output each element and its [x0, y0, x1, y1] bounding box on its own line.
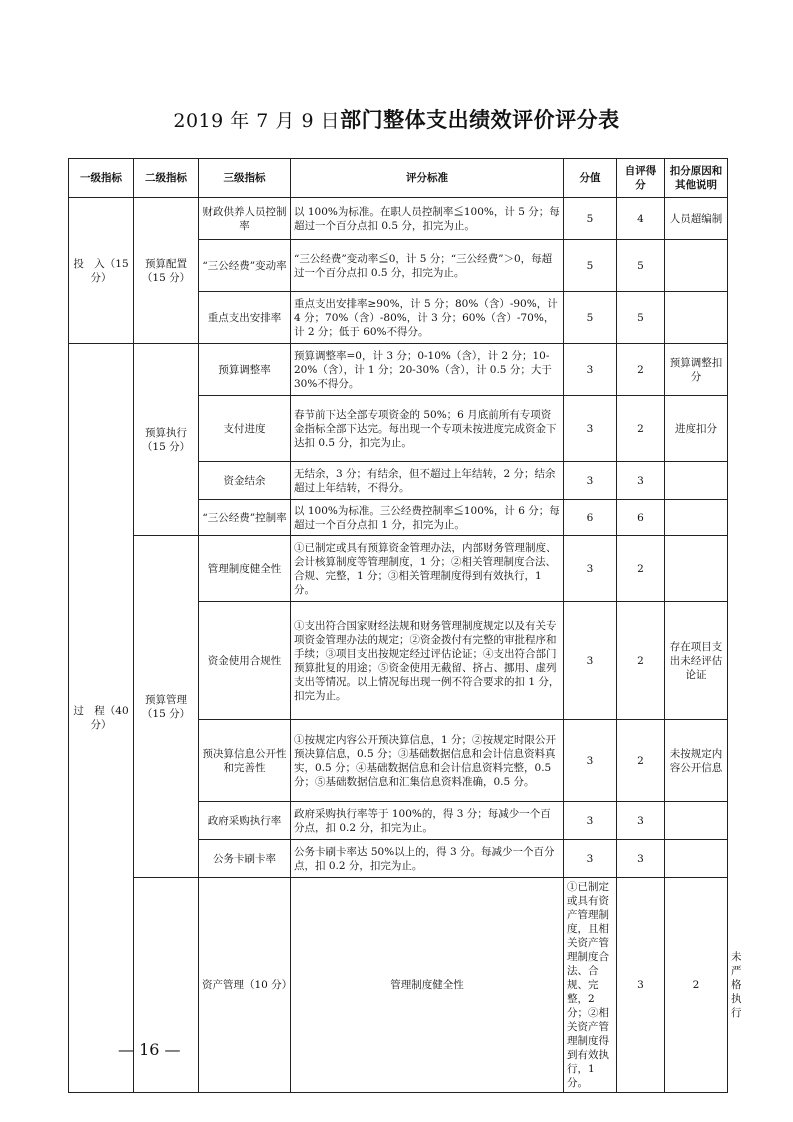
- indicator-cell: 预决算信息公开性和完善性: [199, 720, 291, 802]
- reason-cell: [665, 802, 728, 840]
- indicator-cell: “三公经费”变动率: [199, 240, 291, 292]
- reason-cell: [665, 500, 728, 536]
- reason-cell: [665, 536, 728, 602]
- reason-cell: [665, 840, 728, 878]
- criteria-cell: “三公经费”变动率≦0，计 5 分；“三公经费”＞0，每超过一个百分点扣 0.5 分，扣完为止。: [291, 240, 564, 292]
- table-row: [69, 536, 728, 602]
- score-cell: 3: [564, 720, 617, 802]
- score-cell: 5: [564, 292, 617, 344]
- self-score-cell: 5: [617, 240, 665, 292]
- table-row: 资产管理（10 分） 管理制度健全性 ①已制定或具有资产管理制度，且相关资产管理制度合法、合规、完整，2 分；②相关资产管理制度得到有效执行，1 分。 3 2 未严格执行: [69, 878, 728, 1093]
- header-level1: 一级指标: [69, 159, 134, 198]
- indicator-cell: 资金使用合规性: [199, 602, 291, 720]
- level2-asset-mgmt: 资产管理（10 分）: [199, 878, 291, 1093]
- criteria-cell: 春节前下达全部专项资金的 50%；6 月底前所有专项资金指标全部下达完。每出现一个专项未按进度完成资金下达扣 0.5 分，扣完为止。: [291, 396, 564, 462]
- indicator-cell: “三公经费”控制率: [199, 500, 291, 536]
- indicator-cell: 资金结余: [199, 462, 291, 500]
- reason-cell: 预算调整扣分: [665, 344, 728, 396]
- table-row: [69, 198, 728, 240]
- indicator-cell: 预算调整率: [199, 344, 291, 396]
- indicator-cell: 政府采购执行率: [199, 802, 291, 840]
- criteria-cell: 重点支出安排率≥90%，计 5 分；80%（含）-90%，计 4 分；70%（含）-80%，计 3 分；60%（含）-70%，计 2 分；低于 60%不得分。: [291, 292, 564, 344]
- level1-process-cont: [134, 878, 199, 1093]
- self-score-cell: 3: [617, 802, 665, 840]
- score-cell: 3: [564, 536, 617, 602]
- indicator-cell: 公务卡刷卡率: [199, 840, 291, 878]
- reason-cell: [665, 462, 728, 500]
- score-cell: 6: [564, 500, 617, 536]
- criteria-cell: ①按规定内容公开预决算信息，1 分；②按规定时限公开预决算信息，0.5 分；③基础数据信息和会计信息资料真实，0.5 分；④基础数据信息和会计信息资料完整，0.5 分；⑤基础数据信息和汇集信息资料准确，0.5 分。: [291, 720, 564, 802]
- header-self-score: 自评得分: [617, 159, 665, 198]
- header-reason: 扣分原因和其他说明: [665, 159, 728, 198]
- self-score-cell: 2: [617, 602, 665, 720]
- score-cell: 5: [564, 240, 617, 292]
- header-level2: 二级指标: [134, 159, 199, 198]
- header-row: [69, 159, 728, 198]
- level1-process: 过 程（40 分）: [69, 344, 134, 1093]
- page-number: — 16 —: [118, 1040, 181, 1059]
- indicator-cell: 管理制度健全性: [291, 878, 564, 1093]
- indicator-cell: 管理制度健全性: [199, 536, 291, 602]
- criteria-cell: 无结余，3 分；有结余，但不超过上年结转，2 分；结余超过上年结转，不得分。: [291, 462, 564, 500]
- header-score: 分值: [564, 159, 617, 198]
- score-cell: 3: [564, 396, 617, 462]
- reason-cell: [665, 240, 728, 292]
- self-score-cell: 3: [617, 462, 665, 500]
- self-score-cell: 4: [617, 198, 665, 240]
- self-score-cell: 2: [617, 536, 665, 602]
- score-table: [68, 158, 742, 1093]
- page-title: [0, 104, 793, 134]
- reason-cell: 未按规定内容公开信息: [665, 720, 728, 802]
- reason-cell: 进度扣分: [665, 396, 728, 462]
- indicator-cell: 财政供养人员控制率: [199, 198, 291, 240]
- score-cell: 3: [564, 602, 617, 720]
- level2-budget-exec: 预算执行（15 分）: [134, 344, 199, 536]
- self-score-cell: 5: [617, 292, 665, 344]
- indicator-cell: 支付进度: [199, 396, 291, 462]
- level1-input: 投 入（15 分）: [69, 198, 134, 344]
- header-criteria: 评分标准: [291, 159, 564, 198]
- header-level3: 三级指标: [199, 159, 291, 198]
- criteria-cell: 政府采购执行率等于 100%的，得 3 分；每减少一个百分点，扣 0.2 分，扣完为止。: [291, 802, 564, 840]
- criteria-cell: ①已制定或具有资产管理制度，且相关资产管理制度合法、合规、完整，2 分；②相关资产管理制度得到有效执行，1 分。: [564, 878, 617, 1093]
- criteria-cell: 公务卡刷卡率达 50%以上的，得 3 分。每减少一个百分点，扣 0.2 分，扣完为止。: [291, 840, 564, 878]
- self-score-cell: 2: [617, 344, 665, 396]
- score-cell: 3: [564, 840, 617, 878]
- self-score-cell: 6: [617, 500, 665, 536]
- self-score-cell: 2: [617, 720, 665, 802]
- score-cell: 3: [564, 462, 617, 500]
- self-score-cell: 3: [617, 840, 665, 878]
- self-score-cell: 2: [617, 396, 665, 462]
- reason-cell: [665, 292, 728, 344]
- table-row: [69, 344, 728, 396]
- criteria-cell: 预算调整率=0，计 3 分；0-10%（含），计 2 分；10-20%（含），计 1 分；20-30%（含），计 0.5 分；大于 30%不得分。: [291, 344, 564, 396]
- score-cell: 3: [564, 344, 617, 396]
- criteria-cell: 以 100%为标准。在职人员控制率≦100%，计 5 分；每超过一个百分点扣 0.5 分，扣完为止。: [291, 198, 564, 240]
- score-cell: 3: [564, 802, 617, 840]
- criteria-cell: ①已制定或具有预算资金管理办法，内部财务管理制度、会计核算制度等管理制度，1 分；②相关管理制度合法、合规、完整，1 分；③相关管理制度得到有效执行，1 分。: [291, 536, 564, 602]
- indicator-cell: 重点支出安排率: [199, 292, 291, 344]
- criteria-cell: ①支出符合国家财经法规和财务管理制度规定以及有关专项资金管理办法的规定；②资金拨付有完整的审批程序和手续；③项目支出按规定经过评估论证；④支出符合部门预算批复的用途；⑤资金使用无截留、挤占、挪用、虚列支出等情况。以上情况每出现一例不符合要求的扣 1 分，扣完为止。: [291, 602, 564, 720]
- score-cell: 3: [617, 878, 665, 1093]
- title-date: 2019 年 7 月 9 日: [173, 110, 341, 132]
- criteria-cell: 以 100%为标准。三公经费控制率≦100%，计 6 分；每超过一个百分点扣 1 分，扣完为止。: [291, 500, 564, 536]
- level2-budget-mgmt: 预算管理（15 分）: [134, 536, 199, 878]
- reason-cell: 存在项目支出未经评估论证: [665, 602, 728, 720]
- title-main: 部门整体支出绩效评价评分表: [340, 107, 620, 132]
- reason-cell: 人员超编制: [665, 198, 728, 240]
- self-score-cell: 2: [665, 878, 728, 1093]
- score-cell: 5: [564, 198, 617, 240]
- level2-budget-config: 预算配置（15 分）: [134, 198, 199, 344]
